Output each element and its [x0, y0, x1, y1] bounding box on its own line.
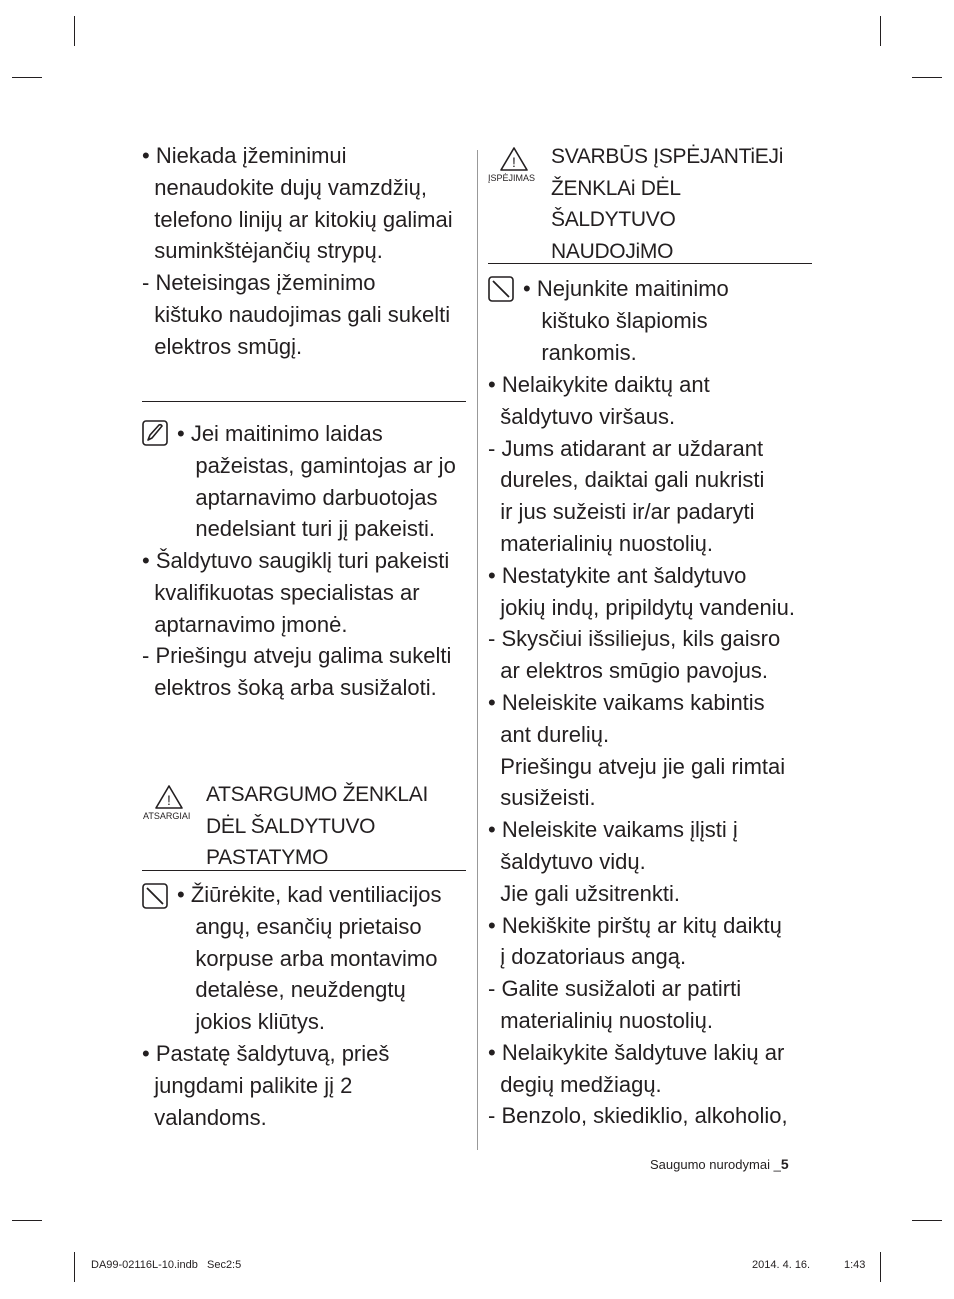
grounding-warning-text	[142, 140, 453, 363]
text-line: kištuko šlapiomis	[523, 307, 708, 333]
text-line: šaldytuvo viršaus.	[488, 403, 676, 429]
text-line: elektros smūgį.	[142, 333, 303, 359]
ventilation-text	[177, 879, 441, 1038]
heading-underline	[142, 870, 466, 871]
text-line: NAUDOJiMO	[551, 239, 674, 263]
text-line: ŽENKLAi DĖL	[551, 176, 681, 200]
svg-text:!: !	[167, 792, 171, 808]
text-line: materialinių nuostolių.	[488, 530, 714, 556]
text-line: • Niekada įžeminimui	[142, 143, 347, 168]
text-line: aptarnavimo darbuotojas	[177, 484, 438, 510]
text-line: • Nekiškite pirštų ar kitų daiktų	[488, 912, 782, 938]
text-line: nenaudokite dujų vamzdžių,	[142, 174, 427, 200]
crop-mark	[912, 1220, 942, 1221]
print-time: 1:43	[844, 1259, 866, 1271]
text-line: ar elektros smūgio pavojus.	[488, 658, 769, 684]
text-line: • Nejunkite maitinimo	[523, 276, 729, 301]
text-line: - Neteisingas įžeminimo	[142, 270, 376, 296]
caution-triangle-icon	[154, 784, 184, 810]
text-line: SVARBŪS ĮSPĖJANTiEJi	[551, 145, 784, 168]
power-cord-text	[177, 418, 456, 545]
crop-mark	[12, 77, 42, 78]
heading-underline	[488, 263, 812, 264]
text-line: į dozatoriaus angą.	[488, 944, 687, 970]
text-line: degių medžiagų.	[488, 1071, 662, 1097]
text-line: DĖL ŠALDYTUVO	[206, 814, 376, 838]
text-line: aptarnavimo įmonė.	[142, 611, 348, 637]
text-line: pažeistas, gamintojas ar jo	[177, 452, 456, 478]
crop-mark	[74, 16, 75, 46]
warning-label: ĮSPĖJIMAS	[488, 173, 536, 183]
text-line: valandoms.	[142, 1104, 267, 1130]
crop-mark	[74, 1252, 75, 1282]
crop-mark	[880, 16, 881, 46]
text-line: jokios kliūtys.	[177, 1009, 325, 1035]
text-line: - Benzolo, skiediklio, alkoholio,	[488, 1103, 788, 1129]
section-rule	[142, 401, 466, 402]
text-line: jokių indų, pripildytų vandeniu.	[488, 594, 795, 620]
text-line: ir jus sužeisti ir/ar padaryti	[488, 499, 755, 525]
text-line: Priešingu atveju jie gali rimtai	[488, 753, 786, 779]
text-line: • Neleiskite vaikams įlįsti į	[488, 817, 738, 843]
svg-text:!: !	[512, 154, 516, 170]
page-footer	[650, 1156, 789, 1172]
text-line: rankomis.	[523, 339, 637, 365]
text-line: • Žiūrėkite, kad ventiliacijos	[177, 882, 442, 907]
prohibited-icon	[488, 276, 514, 302]
crop-mark	[12, 1220, 42, 1221]
text-line: šaldytuvo vidų.	[488, 848, 646, 874]
warning-triangle-icon	[499, 146, 529, 172]
text-line: elektros šoką arba susižaloti.	[142, 675, 437, 701]
text-line: • Neleiskite vaikams kabintis	[488, 689, 765, 715]
footer-section: Saugumo nurodymai _	[650, 1157, 781, 1172]
fuse-text	[142, 545, 451, 704]
usage-warnings-text	[488, 369, 795, 1132]
text-line: jungdami palikite jį 2	[142, 1072, 353, 1098]
text-line: angų, esančių prietaiso	[177, 913, 422, 939]
warning-heading	[551, 141, 783, 267]
text-line: Jie gali užsitrenkti.	[488, 880, 680, 906]
text-line: dureles, daiktai gali nukristi	[488, 467, 765, 493]
text-line: • Pastatę šaldytuvą, prieš	[142, 1041, 390, 1066]
column-divider	[477, 150, 478, 1150]
text-line: susižeisti.	[488, 785, 596, 811]
text-line: detalėse, neuždengtų	[177, 977, 406, 1003]
print-date: 2014. 4. 16.	[752, 1259, 811, 1271]
wet-hands-text	[523, 273, 729, 368]
standing-time-text	[142, 1038, 389, 1133]
note-pencil-icon	[142, 420, 168, 446]
page-number: 5	[780, 1156, 789, 1172]
text-line: kvalifikuotas specialistas ar	[142, 579, 420, 605]
text-line: • Šaldytuvo saugiklį turi pakeisti	[142, 548, 450, 573]
text-line: • Jei maitinimo laidas	[177, 421, 383, 446]
text-line: • Nelaikykite daiktų ant	[488, 372, 710, 397]
text-line: ATSARGUMO ŽENKLAI	[206, 783, 429, 806]
caution-label: ATSARGIAI	[143, 811, 191, 821]
text-line: - Priešingu atveju galima sukelti	[142, 643, 452, 669]
caution-heading	[206, 779, 428, 874]
text-line: ant durelių.	[488, 721, 610, 747]
text-line: - Jums atidarant ar uždarant	[488, 435, 764, 461]
prohibited-icon	[142, 883, 168, 909]
text-line: • Nestatykite ant šaldytuvo	[488, 562, 747, 588]
text-line: nedelsiant turi jį pakeisti.	[177, 516, 436, 542]
text-line: suminkštėjančių strypų.	[142, 238, 383, 264]
text-line: - Galite susižaloti ar patirti	[488, 976, 742, 1002]
text-line: - Skysčiui išsiliejus, kils gaisro	[488, 626, 781, 652]
text-line: telefono linijų ar kitokių galimai	[142, 206, 453, 232]
text-line: ŠALDYTUVO	[551, 208, 676, 231]
print-file-info: DA99-02116L-10.indb Sec2:5	[91, 1259, 242, 1271]
text-line: kištuko naudojimas gali sukelti	[142, 301, 451, 327]
crop-mark	[912, 77, 942, 78]
text-line: PASTATYMO	[206, 846, 329, 869]
crop-mark	[880, 1252, 881, 1282]
text-line: • Nelaikykite šaldytuve lakių ar	[488, 1039, 785, 1065]
text-line: materialinių nuostolių.	[488, 1007, 714, 1033]
text-line: korpuse arba montavimo	[177, 945, 438, 971]
